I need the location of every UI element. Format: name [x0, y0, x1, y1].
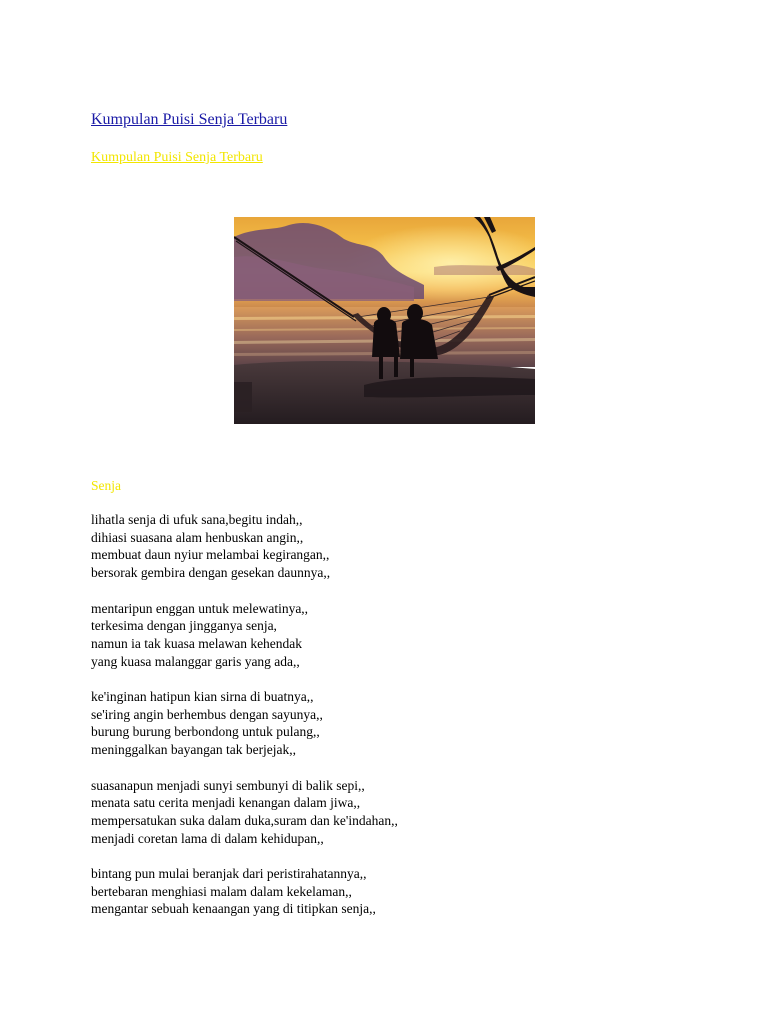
poem-line: terkesima dengan jingganya senja, [91, 618, 277, 634]
poem-line: mengantar sebuah kenaangan yang di titipkan senja,, [91, 901, 376, 917]
poem-line: mempersatukan suka dalam duka,suram dan ke'indahan,, [91, 812, 398, 828]
poem-line: bintang pun mulai beranjak dari peristirahatannya,, [91, 866, 367, 881]
poem-body [91, 511, 691, 936]
poem-line: bersorak gembira dengan gesekan daunnya,, [91, 565, 331, 581]
poem-stanza [91, 865, 691, 918]
poem-line: se'iring angin berhembus dengan sayunya,, [91, 706, 323, 722]
poem-line: dihiasi suasana alam henbuskan angin,, [91, 529, 304, 545]
poem-line: meninggalkan bayangan tak berjejak,, [91, 742, 297, 758]
poem-line: menata satu cerita menjadi kenangan dalam jiwa,, [91, 795, 361, 811]
subtitle-link[interactable]: Kumpulan Puisi Senja Terbaru [91, 150, 263, 165]
poem-line: suasanapun menjadi sunyi sembunyi di balik sepi,, [91, 777, 365, 793]
poem-line: mentaripun enggan untuk melewatinya,, [91, 600, 309, 616]
poem-line: namun ia tak kuasa melawan kehendak [91, 635, 303, 651]
poem-stanza [91, 511, 691, 582]
poem-heading: Senja [91, 478, 121, 493]
title-link[interactable]: Kumpulan Puisi Senja Terbaru [91, 111, 288, 128]
poem-stanza [91, 777, 691, 848]
poem-line: bertebaran menghiasi malam dalam kekelaman,, [91, 883, 352, 899]
sunset-hammock-photo [234, 217, 535, 424]
poem-line: ke'inginan hatipun kian sirna di buatnya,, [91, 689, 314, 704]
poem-line: menjadi coretan lama di dalam kehidupan,, [91, 830, 324, 846]
poem-stanza [91, 688, 691, 759]
poem-line: yang kuasa malanggar garis yang ada,, [91, 653, 300, 669]
poem-line: burung burung berbondong untuk pulang,, [91, 724, 320, 740]
poem-line: membuat daun nyiur melambai kegirangan,, [91, 547, 330, 563]
poem-stanza [91, 600, 691, 671]
poem-line: lihatla senja di ufuk sana,begitu indah,, [91, 512, 303, 527]
